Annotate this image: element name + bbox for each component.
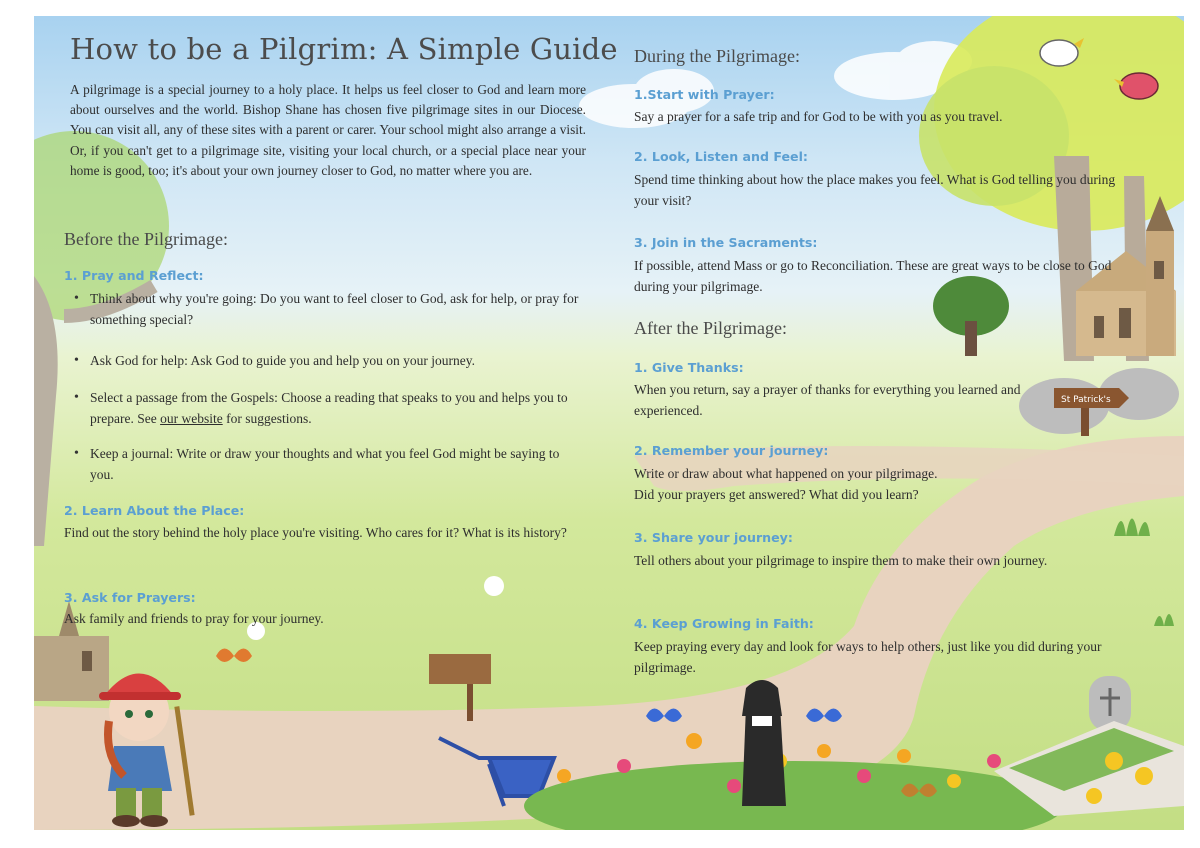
after-step1-title: 1. Give Thanks: — [634, 360, 744, 375]
during-step2-title: 2. Look, Listen and Feel: — [634, 149, 808, 164]
after-step4-title: 4. Keep Growing in Faith: — [634, 616, 814, 631]
after-step1-text: When you return, say a prayer of thanks for everything you learned and experienced. — [634, 382, 1021, 418]
before-bullet-3-end: for suggestions. — [226, 411, 312, 426]
before-step2-title: 2. Learn About the Place: — [64, 503, 245, 518]
during-step1-title: 1.Start with Prayer: — [634, 87, 775, 102]
during-step2-text: Spend time thinking about how the place makes you feel. What is God telling you during your visit? — [634, 172, 1116, 208]
during-heading: During the Pilgrimage: — [634, 46, 800, 66]
before-step3-title: 3. Ask for Prayers: — [64, 590, 196, 605]
grass-icon — [1114, 519, 1174, 627]
after-heading: After the Pilgrimage: — [634, 318, 787, 338]
after-step3-title: 3. Share your journey: — [634, 530, 793, 545]
after-step3-text: Tell others about your pilgrimage to inspire them to make their own journey. — [634, 553, 1048, 568]
before-step1-title: 1. Pray and Reflect: — [64, 268, 204, 283]
after-step2-line2: Did your prayers get answered? What did you learn? — [634, 487, 919, 502]
during-step3-text: If possible, attend Mass or go to Reconciliation. These are great ways to be close to God during your pilgrimage. — [634, 258, 1112, 294]
our-website-link[interactable]: our website — [160, 411, 223, 426]
guide-sheet — [34, 16, 1184, 830]
after-step4-text: Keep praying every day and look for ways to help others, just like you did during your pilgrimage. — [634, 639, 1102, 675]
before-bullet-3-text: Select a passage from the Gospels: Choose a reading that speaks to you and helps you to prepare. See — [90, 390, 568, 426]
before-bullet-1: • Think about why you're going: Do you want to feel closer to God, ask for help, or pray for something special? — [90, 288, 582, 330]
after-step2-title: 2. Remember your journey: — [634, 443, 829, 458]
before-step3-text: Ask family and friends to pray for your journey. — [64, 611, 324, 626]
signpost-label: St Patrick's — [1061, 395, 1111, 405]
after-step2-line1: Write or draw about what happened on your pilgrimage. — [634, 466, 938, 481]
before-heading: Before the Pilgrimage: — [64, 229, 228, 249]
before-bullet-4: • Keep a journal: Write or draw your thoughts and what you feel God might be saying to you. — [90, 443, 570, 485]
before-bullet-3 — [90, 387, 570, 429]
nun-figure-icon — [742, 680, 786, 806]
before-bullet-2: • Ask God for help: Ask God to guide you and help you on your journey. — [90, 350, 590, 371]
page-title: How to be a Pilgrim: A Simple Guide — [70, 32, 618, 66]
during-step1-text: Say a prayer for a safe trip and for God to be with you as you travel. — [634, 109, 1003, 124]
intro-paragraph: A pilgrimage is a special journey to a holy place. It helps us feel closer to God and learn more about ourselves and the world. Bishop Shane has chosen five pilgrimage sites in our Diocese. You can visit all, any of these sites with a parent or carer. Your school might also arrange a visit. Or, if you can't get to a pilgrimage site, visiting your local church, or a special place near your home is good, too; it's about your own journey closer to God, no matter where you are. — [70, 82, 586, 178]
before-step2-text: Find out the story behind the holy place you're visiting. Who cares for it? What is its history? — [64, 525, 567, 540]
during-step3-title: 3. Join in the Sacraments: — [634, 235, 818, 250]
